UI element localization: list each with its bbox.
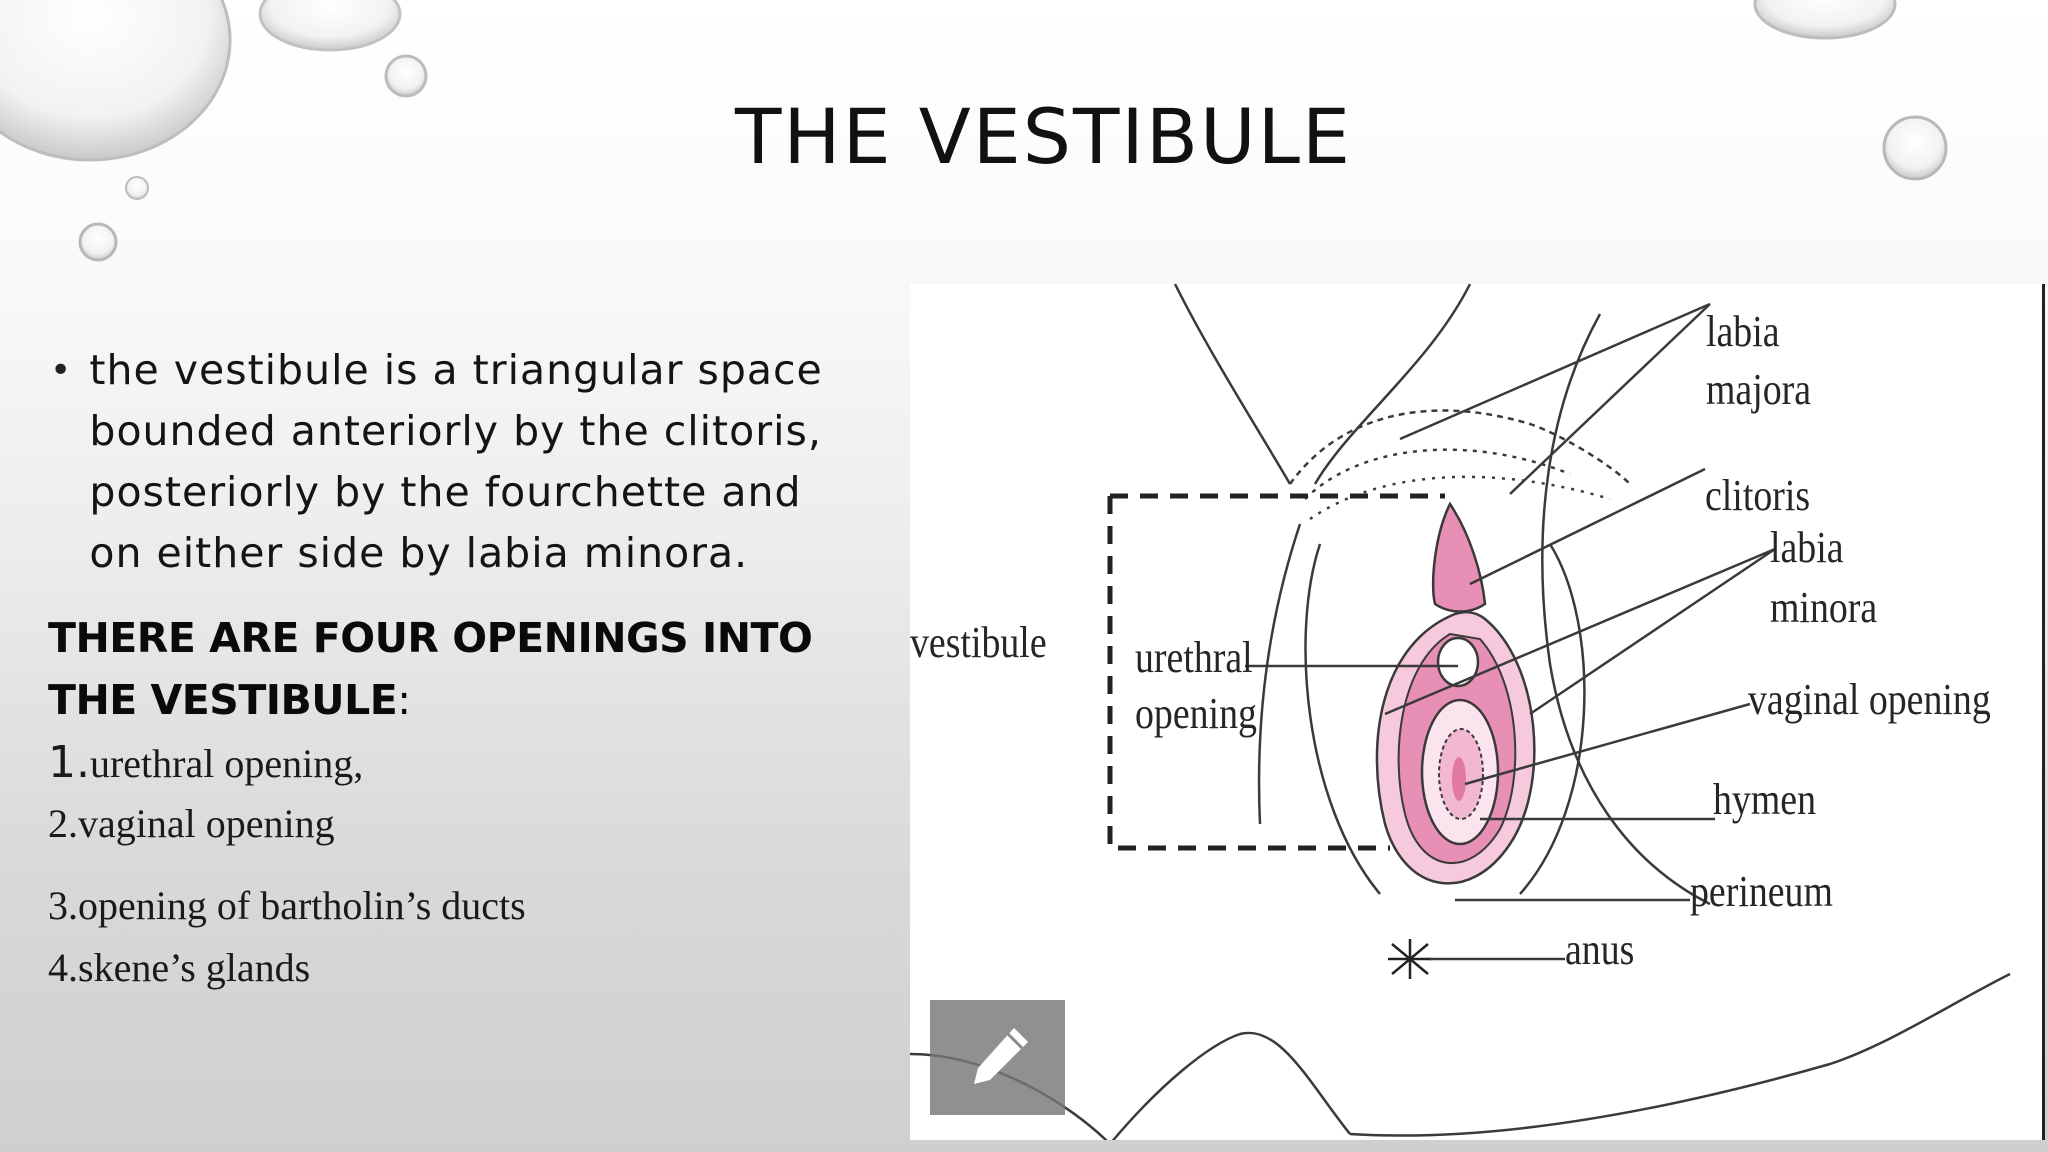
water-drop <box>126 177 148 199</box>
bullet-text: the vestibule is a triangular space bounded anteriorly by the clitoris, posteriorly by the fourchette and on either side by labia minora. <box>89 346 823 577</box>
opening-text: skene’s glands <box>78 945 311 990</box>
vestibule-diagram <box>910 284 2045 1140</box>
opening-item <box>48 882 526 929</box>
openings-heading-text: THERE ARE FOUR OPENINGS INTO THE VESTIBULE <box>48 614 813 724</box>
figure-right-border <box>2042 284 2045 1140</box>
bullet-item <box>48 340 868 584</box>
right-thigh-outline <box>1315 284 1470 484</box>
urethral-opening <box>1438 638 1478 686</box>
opening-item <box>48 800 335 847</box>
anus-mark <box>1388 939 1432 979</box>
label-labia-minora-1: labia <box>1770 523 1844 572</box>
opening-number: 2. <box>48 801 78 846</box>
lower-curve <box>1110 1033 1350 1140</box>
labia-majora-left <box>1306 544 1380 894</box>
label-urethral-1: urethral <box>1135 633 1253 682</box>
leader-clitoris <box>1470 469 1705 584</box>
leader-labia-majora-2 <box>1510 304 1710 494</box>
opening-text: vaginal opening <box>78 801 335 846</box>
label-hymen: hymen <box>1713 775 1816 824</box>
label-urethral-2: opening <box>1135 689 1257 738</box>
label-labia-majora-1: labia <box>1706 307 1780 356</box>
label-labia-majora-2: majora <box>1706 365 1812 414</box>
openings-heading <box>48 607 868 731</box>
opening-text: urethral opening, <box>89 741 364 786</box>
label-anus: anus <box>1565 925 1635 974</box>
bullet-list <box>48 340 868 584</box>
opening-item <box>48 944 310 991</box>
left-thigh-outline <box>1175 284 1290 484</box>
leader-labia-minora-2 <box>1530 549 1775 714</box>
openings-heading-colon: : <box>397 676 411 724</box>
left-outline <box>1259 524 1300 824</box>
opening-number: 4. <box>48 945 78 990</box>
water-drop <box>1755 0 1895 38</box>
water-drop <box>80 224 116 260</box>
clitoris <box>1433 504 1485 612</box>
perineum-curve <box>1350 974 2010 1136</box>
water-drop <box>1884 117 1946 179</box>
edit-image-button[interactable] <box>930 1000 1065 1115</box>
label-clitoris: clitoris <box>1705 471 1811 520</box>
label-vestibule: vestibule <box>910 618 1047 667</box>
opening-item <box>48 737 363 788</box>
water-drop <box>260 0 400 50</box>
label-labia-minora-2: minora <box>1770 583 1878 632</box>
pencil-icon <box>964 1022 1034 1092</box>
opening-text: opening of bartholin’s ducts <box>78 883 526 928</box>
opening-number: 3. <box>48 883 78 928</box>
water-drop <box>0 0 230 160</box>
water-drop <box>386 56 426 96</box>
slide-title: THE VESTIBULE <box>735 92 1352 181</box>
label-perineum: perineum <box>1690 867 1833 916</box>
label-vaginal-opening: vaginal opening <box>1748 675 1991 724</box>
opening-number: 1. <box>48 737 90 788</box>
vaginal-center <box>1452 757 1466 801</box>
bullet-marker: • <box>50 350 72 391</box>
